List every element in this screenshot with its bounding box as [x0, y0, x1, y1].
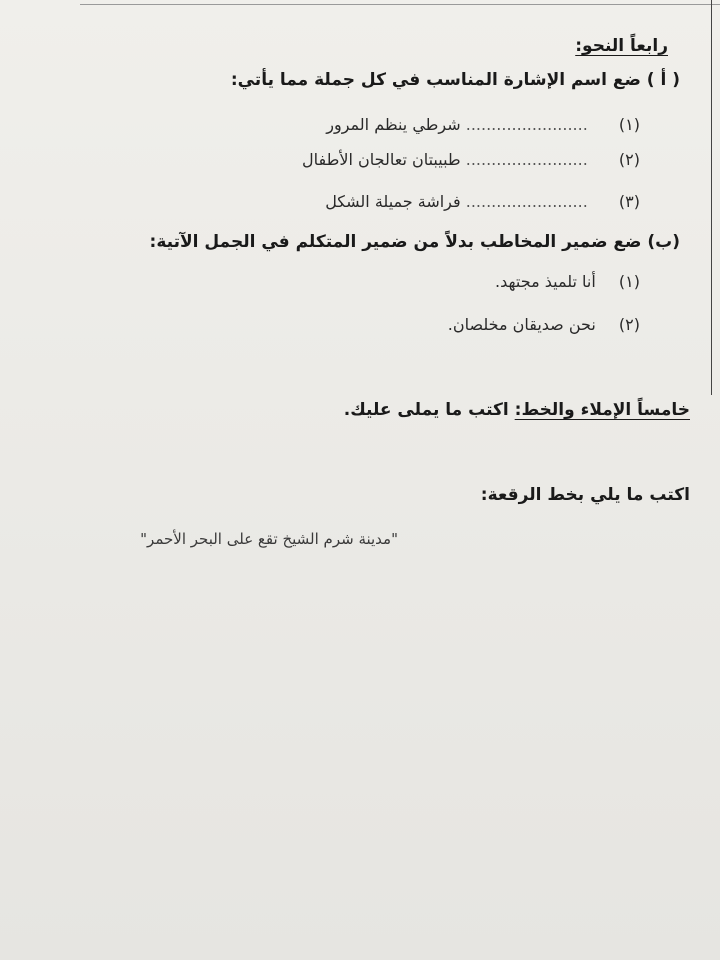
item-number: (١) — [618, 115, 640, 134]
handwriting-sentence: "مدينة شرم الشيخ تقع على البحر الأحمر" — [140, 530, 398, 548]
item-text: أنا تلميذ مجتهد. — [495, 272, 596, 291]
item-text: طبيبتان تعالجان الأطفال — [302, 150, 461, 169]
part-b-item-1 — [495, 272, 640, 291]
item-text: شرطي ينظم المرور — [326, 115, 461, 134]
item-text: فراشة جميلة الشكل — [325, 192, 461, 211]
part-a-item-3 — [325, 192, 640, 211]
item-text: نحن صديقان مخلصان. — [447, 315, 596, 334]
part-b-heading: (ب) ضع ضمير المخاطب بدلاً من ضمير المتكلم في الجمل الآتية: — [149, 232, 680, 252]
section5-title-label: خامساً الإملاء والخط: — [514, 400, 690, 420]
item-number: (٢) — [618, 150, 640, 169]
page-right-border — [711, 0, 712, 395]
section5-title-instruction: اكتب ما يملى عليك. — [343, 400, 509, 420]
page-top-border — [80, 4, 720, 5]
item-number: (٢) — [618, 315, 640, 334]
answer-blank: ........................ — [465, 150, 588, 169]
part-b-item-2 — [448, 315, 640, 334]
part-a-item-2 — [302, 150, 640, 169]
item-number: (٣) — [618, 192, 640, 211]
section4-title: رابعاً النحو: — [575, 36, 668, 56]
item-number: (١) — [618, 272, 640, 291]
answer-blank: ........................ — [465, 192, 588, 211]
handwriting-instruction: اكتب ما يلي بخط الرقعة: — [480, 485, 690, 505]
answer-blank: ........................ — [465, 115, 588, 134]
part-a-item-1 — [326, 115, 640, 134]
part-a-heading: ( أ ) ضع اسم الإشارة المناسب في كل جملة مما يأتي: — [230, 70, 680, 90]
section5-title — [344, 400, 690, 420]
